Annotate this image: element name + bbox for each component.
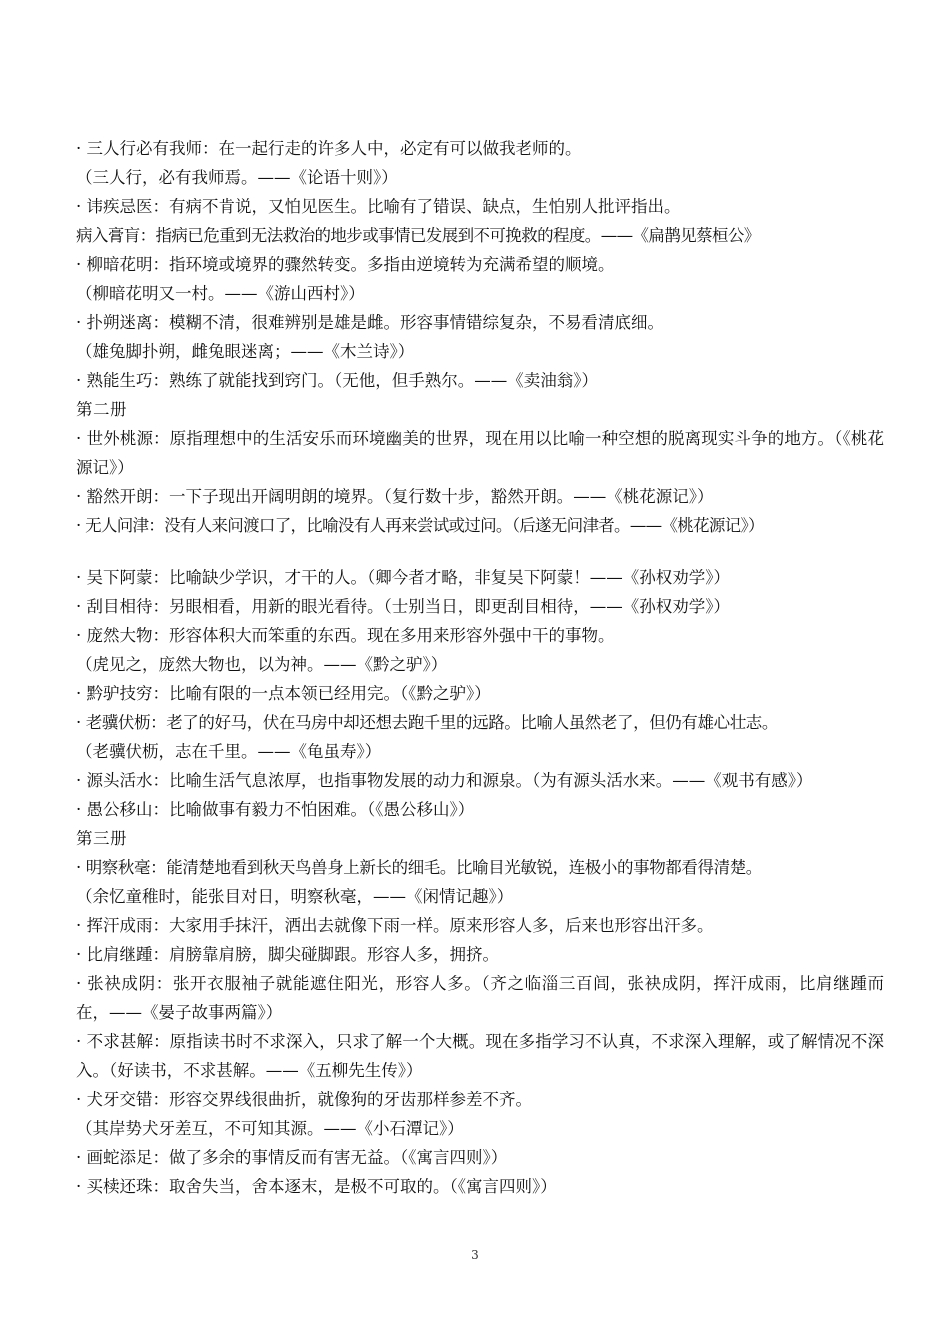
entry-line: · 画蛇添足：做了多余的事情反而有害无益。（《寓言四则》）: [76, 1148, 508, 1167]
spacer: [76, 540, 884, 563]
entry-line: · 无人问津：没有人来问渡口了，比喻没有人再来尝试或过问。（后遂无问津者。——《桃花源记》）: [76, 516, 764, 535]
source-line: （余忆童稚时，能张目对日，明察秋毫，——《闲情记趣》）: [76, 887, 514, 906]
entry-line: · 世外桃源：原指理想中的生活安乐而环境幽美的世界，现在用以比喻一种空想的脱离现实斗争的地方。（《桃花源记》）: [76, 429, 884, 477]
entry-line: · 张袂成阴：张开衣服袖子就能遮住阳光，形容人多。（齐之临淄三百闾，张袂成阴，挥汗成雨，比肩继踵而在，——《晏子故事两篇》）: [76, 974, 884, 1022]
entry-line: · 源头活水：比喻生活气息浓厚，也指事物发展的动力和源泉。（为有源头活水来。——《观书有感》）: [76, 771, 813, 790]
entry-line: · 扑朔迷离：模糊不清，很难辨别是雄是雌。形容事情错综复杂，不易看清底细。: [76, 313, 664, 332]
entry-line: · 吴下阿蒙：比喻缺少学识，才干的人。（卿今者才略，非复吴下阿蒙！——《孙权劝学》）: [76, 568, 730, 587]
source-line: （老骥伏枥，志在千里。——《龟虽寿》）: [76, 742, 382, 761]
source-line: （其岸势犬牙差互，不可知其源。——《小石潭记》）: [76, 1119, 464, 1138]
text-body: [76, 134, 884, 1201]
entry-line: · 讳疾忌医：有病不肯说，又怕见医生。比喻有了错误、缺点，生怕别人批评指出。: [76, 197, 681, 216]
source-line: （三人行，必有我师焉。——《论语十则》）: [76, 168, 398, 187]
entry-line: · 豁然开朗：一下子现出开阔明朗的境界。（复行数十步，豁然开朗。——《桃花源记》）: [76, 487, 714, 506]
page-number: 3: [471, 1248, 479, 1262]
section-heading-book-3: 第三册: [76, 829, 127, 848]
entry-line: · 刮目相待：另眼相看，用新的眼光看待。（士别当日，即更刮目相待，——《孙权劝学》）: [76, 597, 730, 616]
entry-line: · 犬牙交错：形容交界线很曲折，就像狗的牙齿那样参差不齐。: [76, 1090, 532, 1109]
entry-line: · 不求甚解：原指读书时不求深入，只求了解一个大概。现在多指学习不认真，不求深入理解，或了解情况不深入。（好读书，不求甚解。——《五柳先生传》）: [76, 1032, 884, 1080]
entry-line: · 黔驴技穷：比喻有限的一点本领已经用完。（《黔之驴》）: [76, 684, 491, 703]
entry-line: · 愚公移山：比喻做事有毅力不怕困难。（《愚公移山》）: [76, 800, 475, 819]
entry-line: · 老骥伏枥：老了的好马，伏在马房中却还想去跑千里的远路。比喻人虽然老了，但仍有雄心壮志。: [76, 713, 778, 732]
entry-line: · 买椟还珠：取舍失当，舍本逐末，是极不可取的。（《寓言四则》）: [76, 1177, 557, 1196]
entry-line: · 熟能生巧：熟练了就能找到窍门。（无他，但手熟尔。——《卖油翁》）: [76, 371, 598, 390]
entry-line: · 柳暗花明：指环境或境界的骤然转变。多指由逆境转为充满希望的顺境。: [76, 255, 615, 274]
source-line: （虎见之，庞然大物也，以为神。——《黔之驴》）: [76, 655, 448, 674]
entry-line: · 明察秋毫：能清楚地看到秋天鸟兽身上新长的细毛。比喻目光敏锐，连极小的事物都看得清楚。: [76, 858, 762, 877]
entry-line: · 三人行必有我师：在一起行走的许多人中，必定有可以做我老师的。: [76, 139, 582, 158]
entry-line: · 庞然大物：形容体积大而笨重的东西。现在多用来形容外强中干的事物。: [76, 626, 615, 645]
entry-line: 病入膏肓：指病已危重到无法救治的地步或事情已发展到不可挽救的程度。——《扁鹊见蔡桓公》: [76, 226, 760, 245]
section-heading-book-2: 第二册: [76, 400, 127, 419]
source-line: （柳暗花明又一村。——《游山西村》）: [76, 284, 365, 303]
entry-line: · 比肩继踵：肩膀靠肩膀，脚尖碰脚跟。形容人多，拥挤。: [76, 945, 499, 964]
source-line: （雄兔脚扑朔，雌兔眼迷离；——《木兰诗》）: [76, 342, 415, 361]
entry-line: · 挥汗成雨：大家用手抹汗，洒出去就像下雨一样。原来形容人多，后来也形容出汗多。: [76, 916, 714, 935]
